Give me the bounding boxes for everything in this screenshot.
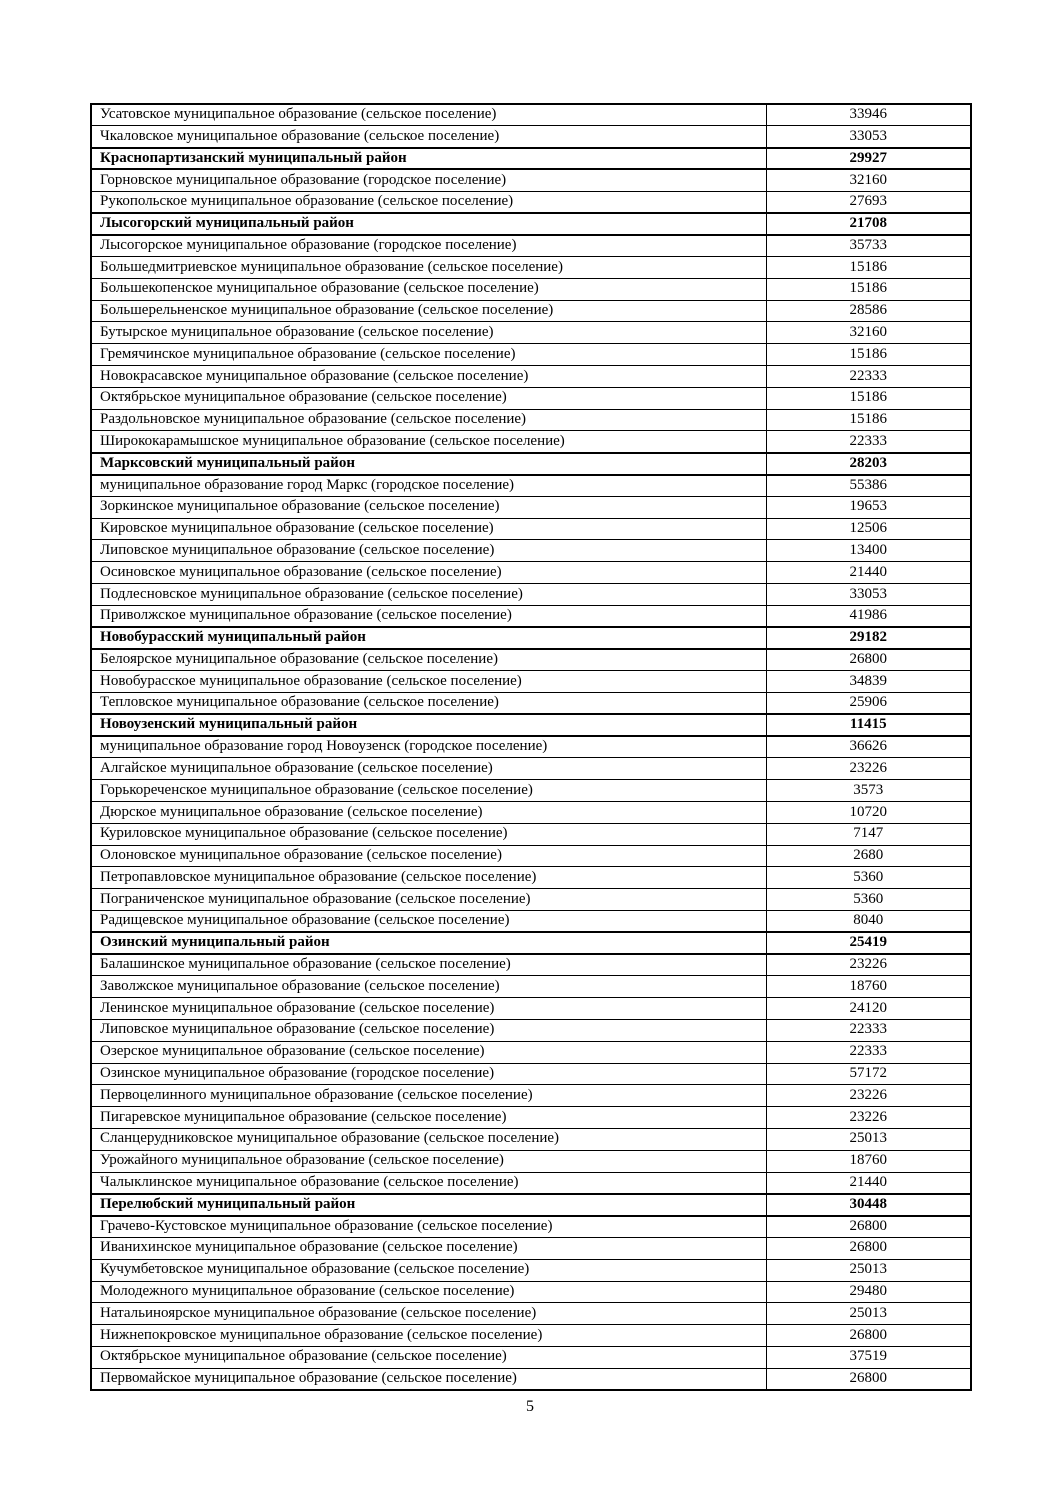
settlement-row xyxy=(91,671,971,693)
municipality-value: 22333 xyxy=(766,1041,971,1063)
municipality-value: 22333 xyxy=(766,431,971,453)
municipality-value: 21440 xyxy=(766,1172,971,1194)
municipality-value: 37519 xyxy=(766,1346,971,1368)
municipality-name: Кучумбетовское муниципальное образование (сельское поселение) xyxy=(91,1259,766,1281)
municipality-value: 26800 xyxy=(766,1368,971,1390)
municipality-value: 29927 xyxy=(766,148,971,170)
municipality-value: 23226 xyxy=(766,1107,971,1129)
settlement-row xyxy=(91,169,971,191)
municipality-name: Большекопенское муниципальное образование (сельское поселение) xyxy=(91,278,766,300)
settlement-row xyxy=(91,387,971,409)
settlement-row xyxy=(91,1237,971,1259)
settlement-row xyxy=(91,1041,971,1063)
settlement-row xyxy=(91,1150,971,1172)
settlement-row xyxy=(91,867,971,889)
municipality-value: 3573 xyxy=(766,780,971,802)
settlement-row xyxy=(91,1368,971,1390)
settlement-row xyxy=(91,300,971,322)
municipality-value: 18760 xyxy=(766,1150,971,1172)
settlement-row xyxy=(91,322,971,344)
settlement-row xyxy=(91,584,971,606)
settlement-row xyxy=(91,823,971,845)
settlement-row xyxy=(91,1019,971,1041)
municipality-name: Олоновское муниципальное образование (сельское поселение) xyxy=(91,845,766,867)
municipality-value: 21440 xyxy=(766,562,971,584)
municipality-value: 10720 xyxy=(766,802,971,824)
settlement-row xyxy=(91,1303,971,1325)
municipality-value: 15186 xyxy=(766,387,971,409)
municipality-name: Чалыклинское муниципальное образование (сельское поселение) xyxy=(91,1172,766,1194)
settlement-row xyxy=(91,736,971,758)
municipality-name: Большерельненское муниципальное образование (сельское поселение) xyxy=(91,300,766,322)
municipality-name: Грачево-Кустовское муниципальное образование (сельское поселение) xyxy=(91,1216,766,1238)
municipality-name: муниципальное образование город Новоузенск (городское поселение) xyxy=(91,736,766,758)
municipality-value: 25013 xyxy=(766,1259,971,1281)
district-row xyxy=(91,213,971,235)
municipality-name: Новокрасавское муниципальное образование (сельское поселение) xyxy=(91,366,766,388)
municipality-value: 24120 xyxy=(766,998,971,1020)
municipality-name: Зоркинское муниципальное образование (сельское поселение) xyxy=(91,496,766,518)
municipality-value: 25906 xyxy=(766,693,971,715)
settlement-row xyxy=(91,540,971,562)
municipality-value: 23226 xyxy=(766,954,971,976)
settlement-row xyxy=(91,998,971,1020)
municipality-value: 29480 xyxy=(766,1281,971,1303)
municipality-value: 41986 xyxy=(766,605,971,627)
municipality-value: 23226 xyxy=(766,1085,971,1107)
municipality-value: 15186 xyxy=(766,257,971,279)
municipality-name: Новоузенский муниципальный район xyxy=(91,714,766,736)
municipality-value: 12506 xyxy=(766,518,971,540)
municipality-name: Белоярское муниципальное образование (сельское поселение) xyxy=(91,649,766,671)
settlement-row xyxy=(91,104,971,126)
municipalities-table-body xyxy=(91,104,971,1390)
settlement-row xyxy=(91,1325,971,1347)
municipality-name: Алгайское муниципальное образование (сельское поселение) xyxy=(91,758,766,780)
settlement-row xyxy=(91,366,971,388)
settlement-row xyxy=(91,344,971,366)
settlement-row xyxy=(91,802,971,824)
municipality-name: Марксовский муниципальный район xyxy=(91,453,766,475)
municipality-value: 27693 xyxy=(766,191,971,213)
municipality-value: 34839 xyxy=(766,671,971,693)
municipality-name: Гремячинское муниципальное образование (сельское поселение) xyxy=(91,344,766,366)
municipality-value: 19653 xyxy=(766,496,971,518)
municipality-value: 28586 xyxy=(766,300,971,322)
district-row xyxy=(91,714,971,736)
settlement-row xyxy=(91,1172,971,1194)
municipality-name: Октябрьское муниципальное образование (сельское поселение) xyxy=(91,387,766,409)
municipality-name: Пигаревское муниципальное образование (сельское поселение) xyxy=(91,1107,766,1129)
municipality-name: Урожайного муниципальное образование (сельское поселение) xyxy=(91,1150,766,1172)
settlement-row xyxy=(91,1346,971,1368)
settlement-row xyxy=(91,1216,971,1238)
municipality-name: Лысогорский муниципальный район xyxy=(91,213,766,235)
municipality-name: Нижнепокровское муниципальное образование (сельское поселение) xyxy=(91,1325,766,1347)
municipality-value: 26800 xyxy=(766,1237,971,1259)
settlement-row xyxy=(91,780,971,802)
municipality-name: Новобурасский муниципальный район xyxy=(91,627,766,649)
municipality-value: 26800 xyxy=(766,1325,971,1347)
settlement-row xyxy=(91,431,971,453)
municipality-name: Приволжское муниципальное образование (сельское поселение) xyxy=(91,605,766,627)
settlement-row xyxy=(91,1107,971,1129)
municipality-name: Перелюбский муниципальный район xyxy=(91,1194,766,1216)
settlement-row xyxy=(91,278,971,300)
settlement-row xyxy=(91,496,971,518)
municipality-value: 32160 xyxy=(766,322,971,344)
district-row xyxy=(91,627,971,649)
municipality-name: Тепловское муниципальное образование (сельское поселение) xyxy=(91,693,766,715)
municipality-value: 33946 xyxy=(766,104,971,126)
municipality-name: Бутырское муниципальное образование (сельское поселение) xyxy=(91,322,766,344)
municipality-value: 5360 xyxy=(766,889,971,911)
municipality-value: 22333 xyxy=(766,366,971,388)
municipality-value: 7147 xyxy=(766,823,971,845)
municipality-value: 23226 xyxy=(766,758,971,780)
settlement-row xyxy=(91,649,971,671)
municipality-value: 33053 xyxy=(766,584,971,606)
municipality-name: Дюрское муниципальное образование (сельское поселение) xyxy=(91,802,766,824)
municipality-value: 13400 xyxy=(766,540,971,562)
municipality-name: муниципальное образование город Маркс (городское поселение) xyxy=(91,475,766,497)
page-number: 5 xyxy=(526,1398,534,1415)
municipality-name: Горькореченское муниципальное образование (сельское поселение) xyxy=(91,780,766,802)
municipality-value: 29182 xyxy=(766,627,971,649)
municipality-value: 18760 xyxy=(766,976,971,998)
municipality-name: Заволжское муниципальное образование (сельское поселение) xyxy=(91,976,766,998)
municipality-name: Октябрьское муниципальное образование (сельское поселение) xyxy=(91,1346,766,1368)
municipality-name: Петропавловское муниципальное образование (сельское поселение) xyxy=(91,867,766,889)
municipality-value: 25419 xyxy=(766,932,971,954)
municipality-name: Озинское муниципальное образование (городское поселение) xyxy=(91,1063,766,1085)
settlement-row xyxy=(91,693,971,715)
settlement-row xyxy=(91,257,971,279)
settlement-row xyxy=(91,845,971,867)
municipality-name: Натальиноярское муниципальное образование (сельское поселение) xyxy=(91,1303,766,1325)
municipality-name: Подлесновское муниципальное образование (сельское поселение) xyxy=(91,584,766,606)
municipality-name: Озинский муниципальный район xyxy=(91,932,766,954)
municipality-name: Рукопольское муниципальное образование (сельское поселение) xyxy=(91,191,766,213)
settlement-row xyxy=(91,1281,971,1303)
municipality-value: 26800 xyxy=(766,1216,971,1238)
district-row xyxy=(91,453,971,475)
municipality-value: 57172 xyxy=(766,1063,971,1085)
municipality-value: 25013 xyxy=(766,1128,971,1150)
municipality-value: 5360 xyxy=(766,867,971,889)
municipality-value: 25013 xyxy=(766,1303,971,1325)
settlement-row xyxy=(91,910,971,932)
settlement-row xyxy=(91,518,971,540)
municipality-name: Усатовское муниципальное образование (сельское поселение) xyxy=(91,104,766,126)
municipality-name: Чкаловское муниципальное образование (сельское поселение) xyxy=(91,126,766,148)
municipality-name: Первомайское муниципальное образование (сельское поселение) xyxy=(91,1368,766,1390)
municipality-value: 11415 xyxy=(766,714,971,736)
settlement-row xyxy=(91,1259,971,1281)
municipality-name: Куриловское муниципальное образование (сельское поселение) xyxy=(91,823,766,845)
municipality-value: 36626 xyxy=(766,736,971,758)
municipality-name: Липовское муниципальное образование (сельское поселение) xyxy=(91,1019,766,1041)
municipality-name: Горновское муниципальное образование (городское поселение) xyxy=(91,169,766,191)
municipality-value: 55386 xyxy=(766,475,971,497)
municipality-name: Большедмитриевское муниципальное образование (сельское поселение) xyxy=(91,257,766,279)
municipality-value: 15186 xyxy=(766,344,971,366)
municipality-name: Первоцелинного муниципальное образование (сельское поселение) xyxy=(91,1085,766,1107)
settlement-row xyxy=(91,191,971,213)
municipality-name: Раздольновское муниципальное образование (сельское поселение) xyxy=(91,409,766,431)
municipality-value: 26800 xyxy=(766,649,971,671)
municipality-name: Краснопартизанский муниципальный район xyxy=(91,148,766,170)
settlement-row xyxy=(91,475,971,497)
municipality-name: Сланцерудниковское муниципальное образование (сельское поселение) xyxy=(91,1128,766,1150)
district-row xyxy=(91,148,971,170)
municipality-value: 15186 xyxy=(766,409,971,431)
settlement-row xyxy=(91,126,971,148)
municipality-value: 35733 xyxy=(766,235,971,257)
municipality-value: 30448 xyxy=(766,1194,971,1216)
municipality-name: Осиновское муниципальное образование (сельское поселение) xyxy=(91,562,766,584)
settlement-row xyxy=(91,976,971,998)
municipality-value: 21708 xyxy=(766,213,971,235)
settlement-row xyxy=(91,409,971,431)
settlement-row xyxy=(91,605,971,627)
district-row xyxy=(91,932,971,954)
municipality-name: Иванихинское муниципальное образование (сельское поселение) xyxy=(91,1237,766,1259)
municipality-value: 8040 xyxy=(766,910,971,932)
settlement-row xyxy=(91,954,971,976)
settlement-row xyxy=(91,1128,971,1150)
settlement-row xyxy=(91,235,971,257)
municipality-name: Лысогорское муниципальное образование (городское поселение) xyxy=(91,235,766,257)
settlement-row xyxy=(91,889,971,911)
municipality-value: 22333 xyxy=(766,1019,971,1041)
municipality-name: Ширококарамышское муниципальное образование (сельское поселение) xyxy=(91,431,766,453)
municipality-value: 33053 xyxy=(766,126,971,148)
settlement-row xyxy=(91,562,971,584)
municipality-value: 15186 xyxy=(766,278,971,300)
municipalities-table xyxy=(90,103,972,1391)
municipality-value: 28203 xyxy=(766,453,971,475)
municipality-name: Радищевское муниципальное образование (сельское поселение) xyxy=(91,910,766,932)
settlement-row xyxy=(91,758,971,780)
municipality-name: Ленинское муниципальное образование (сельское поселение) xyxy=(91,998,766,1020)
municipality-name: Новобурасское муниципальное образование (сельское поселение) xyxy=(91,671,766,693)
municipality-value: 2680 xyxy=(766,845,971,867)
district-row xyxy=(91,1194,971,1216)
municipality-name: Озерское муниципальное образование (сельское поселение) xyxy=(91,1041,766,1063)
settlement-row xyxy=(91,1085,971,1107)
municipality-name: Балашинское муниципальное образование (сельское поселение) xyxy=(91,954,766,976)
municipality-name: Кировское муниципальное образование (сельское поселение) xyxy=(91,518,766,540)
municipality-name: Молодежного муниципальное образование (сельское поселение) xyxy=(91,1281,766,1303)
municipality-name: Пограниченское муниципальное образование (сельское поселение) xyxy=(91,889,766,911)
municipality-name: Липовское муниципальное образование (сельское поселение) xyxy=(91,540,766,562)
settlement-row xyxy=(91,1063,971,1085)
municipality-value: 32160 xyxy=(766,169,971,191)
